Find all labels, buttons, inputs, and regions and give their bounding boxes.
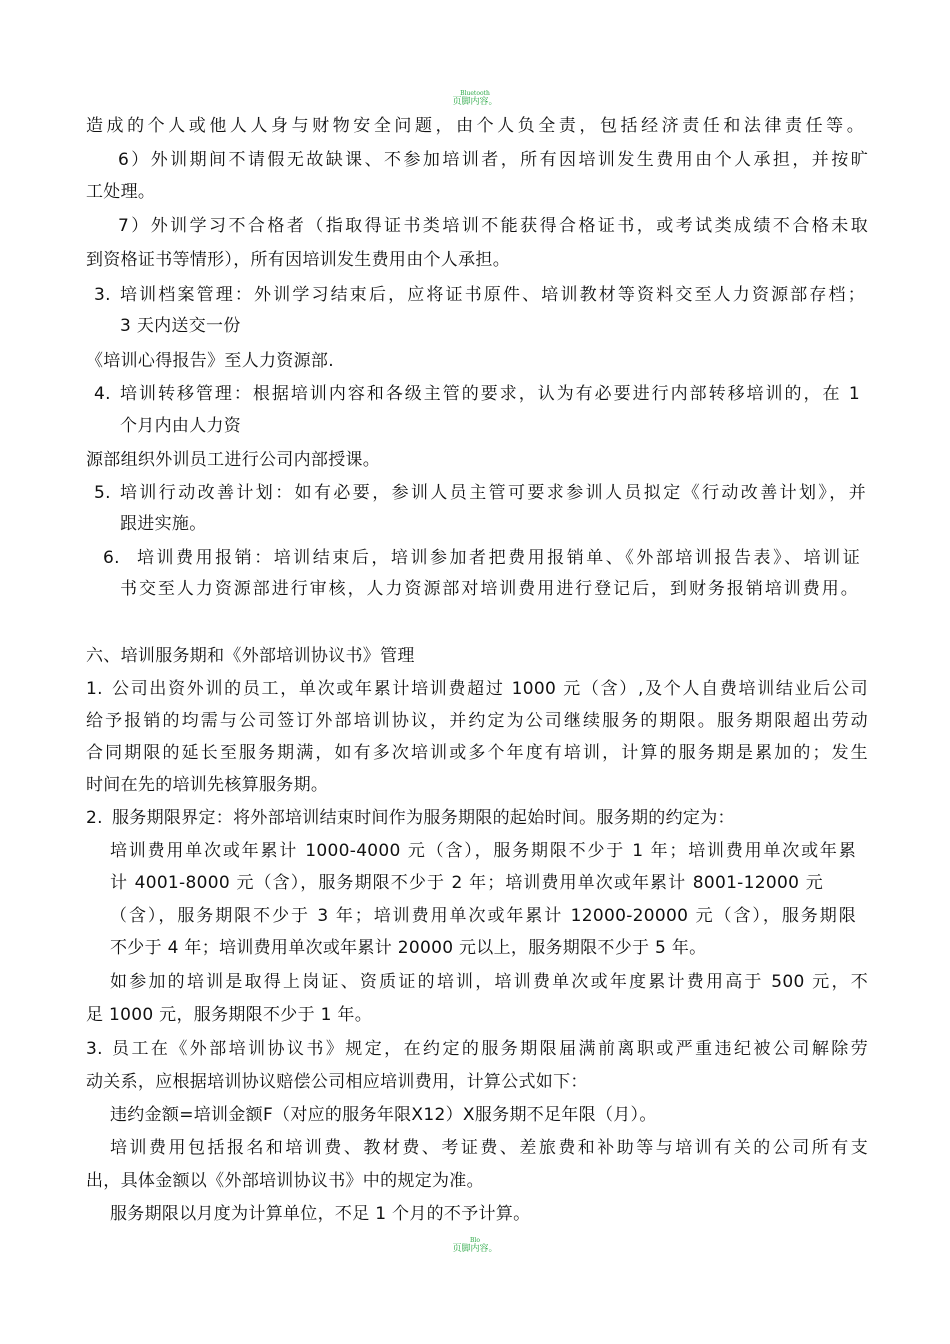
- section-heading: 六、培训服务期和《外部培训协议书》管理: [86, 646, 415, 666]
- paragraph-line: 如参加的培训是取得上岗证、资质证的培训，培训费单次或年度累计费用高于 500 元，不: [110, 972, 868, 992]
- paragraph-line: 《培训心得报告》至人力资源部.: [86, 351, 334, 371]
- list-number: 3.: [86, 1039, 103, 1059]
- list-number: 3.: [94, 285, 111, 305]
- footer-watermark: [0, 1237, 950, 1254]
- paragraph-line: 时间在先的培训先核算服务期。: [86, 775, 329, 795]
- footer-watermark-label: 页脚内容。: [452, 1244, 498, 1254]
- list-item-6: 6）外训期间不请假无故缺课、不参加培训者，所有因培训发生费用由个人承担，并按旷: [118, 150, 868, 170]
- paragraph-line: 出，具体金额以《外部培训协议书》中的规定为准。: [86, 1171, 484, 1191]
- paragraph-line: 合同期限的延长至服务期满，如有多次培训或多个年度有培训，计算的服务期是累加的；发生: [86, 743, 868, 763]
- paragraph-line: 足 1000 元，服务期限不少于 1 年。: [86, 1005, 372, 1025]
- formula-line: 违约金额=培训金额F（对应的服务年限X12）X服务期不足年限（月）。: [110, 1105, 657, 1125]
- list-number: 4.: [94, 384, 111, 404]
- header-watermark: [0, 90, 950, 107]
- paragraph-line: 培训费用单次或年累计 1000-4000 元（含），服务期限不少于 1 年；培训费用单次或年累: [110, 841, 856, 861]
- paragraph-line: 不少于 4 年；培训费用单次或年累计 20000 元以上，服务期限不少于 5 年。: [110, 938, 707, 958]
- paragraph-line: 书交至人力资源部进行审核，人力资源部对培训费用进行登记后，到财务报销培训费用。: [120, 579, 858, 599]
- list-item-archive: 培训档案管理：外训学习结束后，应将证书原件、培训教材等资料交至人力资源部存档；: [120, 285, 865, 305]
- paragraph-line: 计 4001-8000 元（含），服务期限不少于 2 年；培训费用单次或年累计 8001-12000 元: [110, 873, 823, 893]
- paragraph-line: 服务期限以月度为计算单位，不足 1 个月的不予计算。: [110, 1204, 531, 1224]
- list-number: 1.: [86, 679, 103, 699]
- header-watermark-label: 页脚内容。: [452, 97, 498, 107]
- footer-watermark-small: Blo: [470, 1237, 480, 1244]
- list-item-7: 7）外训学习不合格者（指取得证书类培训不能获得合格证书，或考试类成绩不合格未取: [118, 216, 868, 236]
- list-item-breach: 员工在《外部培训协议书》规定，在约定的服务期限届满前离职或严重违纪被公司解除劳: [112, 1039, 868, 1059]
- list-item-reimbursement: 培训费用报销：培训结束后，培训参加者把费用报销单、《外部培训报告表》、培训证: [137, 548, 860, 568]
- paragraph-line: （含），服务期限不少于 3 年；培训费用单次或年累计 12000-20000 元（含），服务期限: [110, 906, 856, 926]
- list-number: 2.: [86, 808, 103, 828]
- paragraph-line: 给予报销的均需与公司签订外部培训协议，并约定为公司继续服务的期限。服务期限超出劳动: [86, 711, 868, 731]
- paragraph-line: 跟进实施。: [120, 514, 207, 534]
- header-watermark-small: Bluetooth: [460, 90, 490, 97]
- paragraph-line: 工处理。: [86, 182, 156, 202]
- list-number: 6.: [103, 548, 120, 568]
- list-number: 5.: [94, 483, 111, 503]
- paragraph-line: 到资格证书等情形），所有因培训发生费用由个人承担。: [86, 250, 510, 270]
- list-item-funding: 公司出资外训的员工，单次或年累计培训费超过 1000 元（含）,及个人自费培训结业后公司: [112, 679, 868, 699]
- paragraph-line: 动关系，应根据培训协议赔偿公司相应培训费用，计算公式如下：: [86, 1072, 588, 1092]
- list-item-transfer: 培训转移管理：根据培训内容和各级主管的要求，认为有必要进行内部转移培训的，在 1: [120, 384, 860, 404]
- paragraph-line: 造成的个人或他人人身与财物安全问题，由个人负全责，包括经济责任和法律责任等。: [86, 116, 864, 136]
- paragraph-line: 个月内由人力资: [120, 416, 242, 436]
- paragraph-line: 源部组织外训员工进行公司内部授课。: [86, 450, 381, 470]
- paragraph-line: 3 天内送交一份: [120, 316, 241, 336]
- list-item-service-period: 服务期限界定：将外部培训结束时间作为服务期限的起始时间。服务期的约定为：: [112, 808, 735, 828]
- paragraph-line: 培训费用包括报名和培训费、教材费、考证费、差旅费和补助等与培训有关的公司所有支: [110, 1138, 868, 1158]
- list-item-action-plan: 培训行动改善计划：如有必要，参训人员主管可要求参训人员拟定《行动改善计划》，并: [120, 483, 866, 503]
